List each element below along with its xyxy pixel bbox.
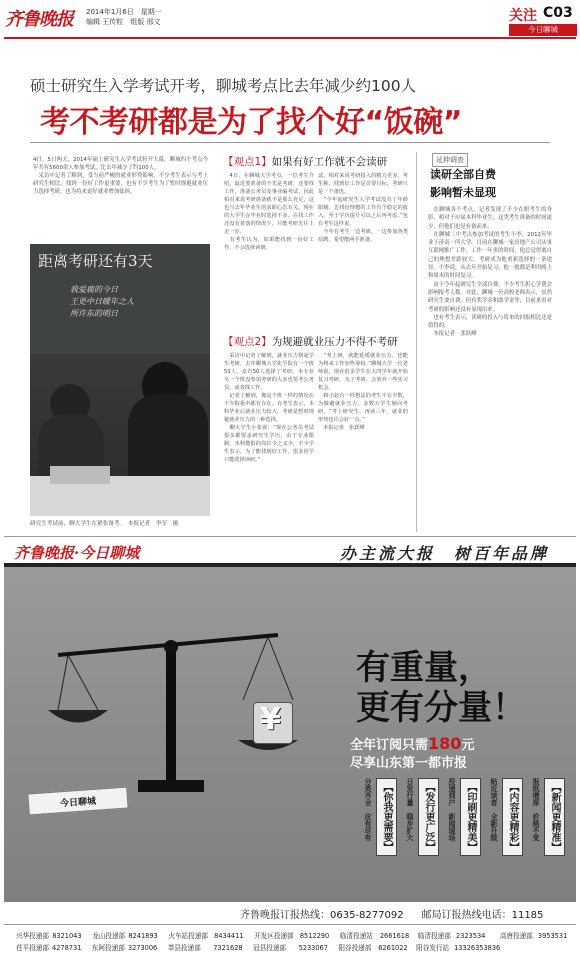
offer-unit: 元: [461, 738, 475, 753]
stations-table: [16, 930, 576, 954]
survey-title: 读研全部自费 影响暂未显现: [430, 168, 496, 199]
station-name: 东阿投递部: [91, 944, 125, 952]
feature-text: 报纸增厚 价格不变: [532, 778, 540, 841]
ad-top-rule: [4, 536, 576, 537]
station-name: 阳谷投递部: [338, 944, 372, 952]
scale-string-right-2: [268, 637, 293, 700]
feature-box: 【你我更需要】: [376, 778, 397, 856]
station-phone: 8512290: [299, 932, 330, 940]
station-name: 龙山投递部: [92, 932, 126, 940]
scale-string-left-2: [68, 655, 98, 710]
photo-board-lines: 我爱鹿的今日 王更中日暖年之人 所许东的明日: [70, 285, 134, 318]
station-name: 火车站投递部: [168, 932, 208, 940]
feature-text: 日发行量 稳步扩大: [406, 778, 414, 841]
ad-slogan: 办主流大报 树百年品牌: [340, 544, 550, 563]
feature-text: 贴近读者 全新升级: [490, 778, 498, 841]
station-name: [500, 942, 538, 954]
ad-offer-line2: 尽享山东第一都市报: [350, 756, 468, 771]
survey-tag: 延伸调查: [432, 153, 468, 167]
scale-pan-left: [48, 710, 108, 723]
yen-icon: ¥: [260, 702, 281, 737]
feature-item: [531, 778, 565, 898]
feature-box: 【发行更广泛】: [418, 778, 439, 856]
station-name: 兴华投递部: [16, 932, 49, 940]
feature-text: 投递到户 新闻现场: [448, 778, 456, 841]
station-phone: 5233067: [298, 944, 328, 952]
ad-logo: 齐鲁晚报·今日聊城: [14, 544, 140, 562]
scale-illustration: [48, 600, 298, 800]
editor-line: 编辑 王传粒 组版 邢文: [86, 18, 161, 26]
newspaper-logo: 齐鲁晚报: [5, 9, 73, 30]
view2-col1: 采访中记者了解到，就业压力倒逼学生考研，去年聊城大学化学院有一个班53人，竟有50人选择了考研。本专业另一个班没参加考研的大多也要考公务员，或者找工作。 记者了解到，像这个班一样的情况在不少院系中都有存在。有考生表示，本科毕业后就业压力较大，考研是暂时规避就业压力的一种选择。 聊大学生小张说：“现在公务员考试很多都要求研究生学历，由于专业限制，本科能报的岗位少之又少，不少学生表示，为了能找到好工作，很多同学只能选择读研。”: [224, 353, 314, 463]
hotline: [240, 906, 543, 921]
station-name: 开发区投递部: [254, 932, 294, 940]
feature-item: [405, 778, 439, 898]
station-phone: 3953531: [537, 932, 568, 940]
station-name: 高唐投递部: [499, 932, 533, 940]
station-phone: 8434411: [214, 932, 244, 940]
article-photo: [30, 244, 210, 516]
scale-pillar: [166, 650, 176, 790]
stations-rule: [4, 924, 576, 925]
feature-item: [447, 778, 481, 898]
station-phone: 4278731: [52, 944, 82, 952]
scale-string-left: [58, 655, 68, 710]
view2-col2: “考上研，就能延缓就业压力，也能为将来工作加些筹码。”聊城大学一位老师说，现在很多学生在大四学年就开始复习考研，为了考研，会放弃一些实习机会。 和小赵有一样想法的考生不在少数，为躲避就业压力，多数大学生倾向考研。“考上研究生，再读三年，就业的形势也许会好一点。” 本报记者 张跃峰: [318, 353, 408, 431]
scale-base: [138, 780, 204, 792]
station-name: 茌平投递部: [16, 944, 49, 952]
book-stack: [50, 466, 110, 484]
station-name: 莘县投递部: [167, 944, 201, 952]
ad-headline-1: 有重量，: [356, 648, 492, 688]
offer-price: 180: [428, 734, 462, 753]
station-phone: 8241893: [128, 932, 158, 940]
station-phone: 3273006: [127, 944, 158, 952]
view1-title: 如果有好工作就不会读研: [271, 156, 388, 168]
survey-body: 在聊城各个考点，记者发现了不少在职考生的身影，相对于应届本科毕业生，这类考生准备的时间更少，但他们也是有备而来。 在聊城二中考点参加考试的考生小李，2012年毕业于济南一所大学，目前在聊城一家房地产公司从事互联网推广工作。工作一年多的时间，他总觉得离自己的理想差距较大，考研成为他重新选择的一条途径。小李说，从去年开始复习，他一般都是利用晚上和周末的时间复习。 由于今年起研究生全部自费，不少考生担心学费会影响报考人数。对此，聊城一位高校老师表示，虽然研究生要自费，但有奖学金和助学金等，目前来看对考研的影响还没有显现出来。 也有考生表示，读研的投入与将来的回报相比还是值得的。 本报记者 张跃峰: [428, 207, 552, 338]
station-name: 阳谷发行站: [416, 944, 450, 952]
ad-headline-2: 更有分量！: [356, 688, 526, 728]
view2-tag: 【观点2】: [223, 336, 272, 348]
view2-title: 为规避就业压力不得不考研: [271, 336, 398, 348]
survey-divider: [416, 152, 417, 532]
station-phone: 8321043: [52, 932, 82, 940]
station-phone: 2323534: [456, 932, 486, 940]
subsection-badge: 今日聊城: [509, 24, 577, 36]
photo-board-text: 距离考研还有3天: [38, 252, 153, 270]
date-line: 2014年1月6日 星期一: [86, 8, 162, 16]
scale-string-right: [243, 637, 268, 700]
feature-box: 【印刷更精美】: [460, 778, 481, 856]
ad-offer: [350, 734, 474, 753]
view1-tag: 【观点1】: [223, 156, 272, 168]
title-divider: [30, 142, 550, 143]
view1-col1: 4日，在聊城大学考点，一位考生介绍，最近要准备的不光是考研，还要找工作，准备公务员及事业编考试，因此相对来说考研准备就不是那么充足，这也与去年毕业生的求职心态有关。现在的大学生在毕业时选择不多，在找工作还没有着落的情况下，只能考研先往上走一步。 有考生认为，如果能找到一份好工作，不会选择读研。: [224, 173, 314, 251]
section-label: 关注: [509, 8, 537, 24]
article-title: 考不考研都是为了找个好“饭碗”: [40, 105, 462, 140]
feature-item: [489, 778, 523, 898]
feature-text: 分类齐全 应有尽有: [364, 778, 372, 841]
feature-box: 【新闻更精准】: [544, 778, 565, 856]
article-subtitle: 硕士研究生入学考试开考，聊城考点比去年减少约100人: [30, 77, 417, 95]
hotline-number: 0635-8277092: [330, 910, 404, 921]
station-phone: 6261022: [378, 944, 408, 952]
feature-box: 【内容更精彩】: [502, 778, 523, 856]
masthead: [0, 0, 580, 40]
station-phone: [538, 942, 576, 954]
station-name: 冠县投递部: [253, 944, 287, 952]
station-name: 临清投递站: [339, 932, 373, 940]
student-body-1: [128, 394, 208, 484]
page-number: C03: [543, 5, 573, 21]
view1-col2: 试，相对来说考研投入的精力更多。考生称，找到好工作是首要目标，考研只是一个备选。 “今年起研究生入学考试没有了年龄限制，先找份理想的工作有个稳定的收入，至于学历提升可以之后再考虑。”也有考生这样说。 今年有考生一边考研，一边参加各类招聘，希望能两手准备。: [318, 173, 408, 243]
station-phone: 13326353836: [454, 944, 501, 952]
post-number: 11185: [511, 910, 544, 921]
scale-pivot: [164, 640, 178, 654]
feature-item: [363, 778, 397, 898]
stations-row: [16, 942, 576, 954]
masthead-divider: [4, 37, 576, 39]
photo-caption: 研究生考试前，聊大学生在紧张备考。 本报记者 李军 摄: [30, 521, 179, 527]
post-label: 邮局订报热线电话：: [421, 910, 512, 921]
station-phone: 2661618: [379, 932, 410, 940]
paper-label: 今日聊城: [59, 796, 97, 810]
station-phone: 7321628: [213, 944, 243, 952]
stations-row: [16, 930, 576, 942]
offer-prefix: 全年订阅只需: [350, 738, 429, 753]
feature-list: [335, 778, 565, 898]
article-lead: 4日，5日两天，2014年硕士研究生入学考试拉开大幕，聊城四个考点今年共有5600余人参加考试，比去年减少了约100人。 采访中记者了解到，受当前严峻的就业形势影响，不少考生表示与考上研究生相比，找到一份好工作更重要，也有不少考生为了暂时规避就业压力选择考研，也为将来更好就业增加砝码。: [33, 157, 208, 195]
hotline-label: 齐鲁晚报订报热线：: [240, 910, 330, 921]
station-name: 临清投递部: [417, 932, 451, 940]
